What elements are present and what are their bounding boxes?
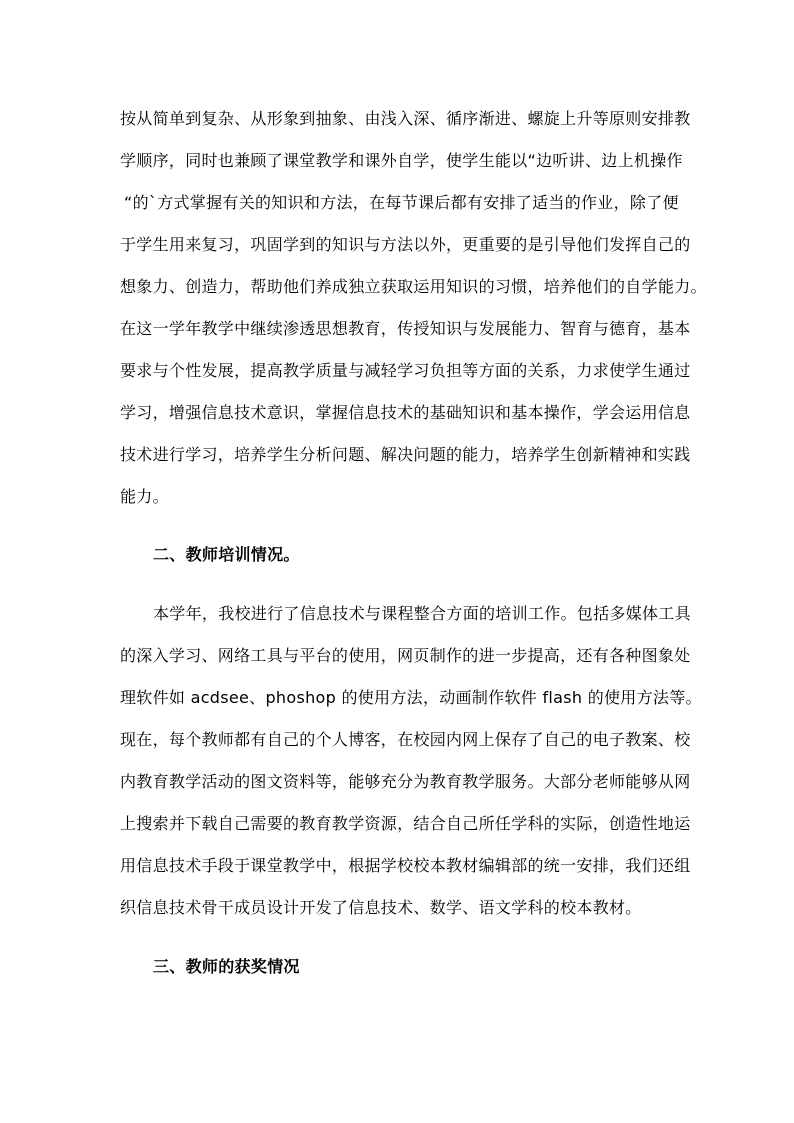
paragraph-line: 用信息技术手段于课堂教学中，根据学校校本教材编辑部的统一安排，我们还组 — [120, 856, 691, 875]
paragraph-line: 想象力、创造力，帮助他们养成独立获取运用知识的习惯，培养他们的自学能力。 — [120, 277, 707, 296]
paragraph-line: 按从简单到复杂、从形象到抽象、由浅入深、循序渐进、螺旋上升等原则安排教 — [120, 109, 691, 128]
paragraph-line: 理软件如 acdsee、phoshop 的使用方法，动画制作软件 flash 的使用方法等。 — [120, 688, 702, 707]
paragraph-line: “的`方式掌握有关的知识和方法，在每节课后都有安排了适当的作业，除了便 — [124, 193, 679, 212]
paragraph-line: 在这一学年教学中继续渗透思想教育，传授知识与发展能力、智育与德育，基本 — [120, 319, 691, 338]
paragraph-line: 织信息技术骨干成员设计开发了信息技术、数学、语文学科的校本教材。 — [120, 898, 642, 917]
paragraph-line: 现在，每个教师都有自己的个人博客，在校园内网上保存了自己的电子教案、校 — [120, 730, 691, 749]
paragraph-line: 本学年，我校进行了信息技术与课程整合方面的培训工作。包括多媒体工具 — [153, 604, 691, 623]
section-heading-teacher-awards: 三、教师的获奖情况 — [153, 957, 300, 976]
paragraph-line: 技术进行学习，培养学生分析问题、解决问题的能力，培养学生创新精神和实践 — [120, 445, 691, 464]
paragraph-line: 于学生用来复习，巩固学到的知识与方法以外，更重要的是引导他们发挥自己的 — [120, 235, 691, 254]
paragraph-line: 要求与个性发展，提高教学质量与减轻学习负担等方面的关系，力求使学生通过 — [120, 361, 691, 380]
paragraph-line: 能力。 — [120, 487, 169, 506]
paragraph-line: 内教育教学活动的图文资料等，能够充分为教育教学服务。大部分老师能够从网 — [120, 772, 691, 791]
paragraph-line: 学顺序，同时也兼顾了课堂教学和课外自学，使学生能以“边听讲、边上机操作 — [120, 151, 683, 170]
paragraph-line: 学习，增强信息技术意识，掌握信息技术的基础知识和基本操作，学会运用信息 — [120, 403, 691, 422]
paragraph-line: 的深入学习、网络工具与平台的使用，网页制作的进一步提高，还有各种图象处 — [120, 646, 691, 665]
paragraph-line: 上搜索并下载自己需要的教育教学资源，结合自己所任学科的实际，创造性地运 — [120, 814, 691, 833]
section-heading-teacher-training: 二、教师培训情况。 — [153, 545, 300, 564]
